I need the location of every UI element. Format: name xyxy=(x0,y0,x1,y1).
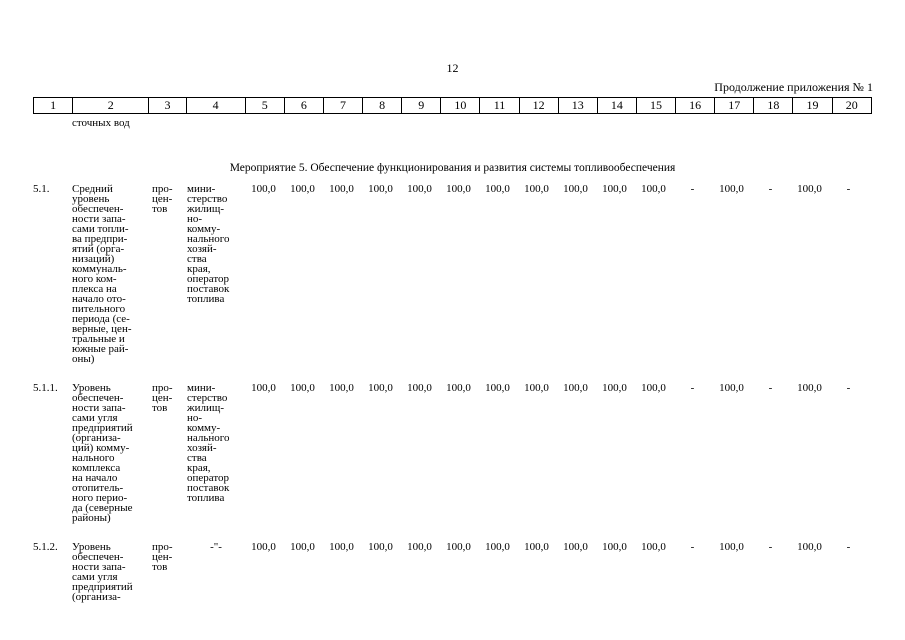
value-cell: 100,0 xyxy=(485,382,510,394)
value-cell: 100,0 xyxy=(329,183,354,195)
value-cell: - xyxy=(846,382,851,394)
header-column-10: 10 xyxy=(441,98,480,114)
value-cell: 100,0 xyxy=(368,382,393,394)
header-column-3: 3 xyxy=(149,98,186,114)
header-column-9: 9 xyxy=(402,98,441,114)
value-cell: 100,0 xyxy=(797,382,822,394)
value-cell: 100,0 xyxy=(329,541,354,553)
header-column-7: 7 xyxy=(323,98,362,114)
value-cell: 100,0 xyxy=(524,183,549,195)
value-cell: 100,0 xyxy=(407,183,432,195)
indicator-name: Средний уровень обеспечен- ности запа- сами топли- ва предпри- ятий (орга- низаций) коммуналь- ного ком- плекса на начало ото- пительного периода (се- верные, цен- тральные и южные рай- оны) xyxy=(72,183,132,365)
row-number: 5.1.1. xyxy=(33,382,58,394)
value-cell: 100,0 xyxy=(485,183,510,195)
section-title: Мероприятие 5. Обеспечение функционирования и развития системы топливообеспечения xyxy=(229,162,676,174)
value-cell: 100,0 xyxy=(563,382,588,394)
header-column-1: 1 xyxy=(34,98,73,114)
value-cell: 100,0 xyxy=(368,183,393,195)
header-column-8: 8 xyxy=(363,98,402,114)
value-cell: 100,0 xyxy=(563,541,588,553)
header-column-5: 5 xyxy=(245,98,284,114)
value-cell: 100,0 xyxy=(407,382,432,394)
column-number-header xyxy=(33,97,872,114)
value-cell: 100,0 xyxy=(641,183,666,195)
row-number: 5.1. xyxy=(33,183,50,195)
value-cell: - xyxy=(690,183,695,195)
header-column-12: 12 xyxy=(519,98,558,114)
value-cell: 100,0 xyxy=(641,541,666,553)
value-cell: 100,0 xyxy=(602,382,627,394)
value-cell: - xyxy=(846,541,851,553)
indicator-name: Уровень обеспечен- ности запа- сами угля предприятий (организа- xyxy=(72,541,133,603)
value-cell: - xyxy=(768,541,773,553)
continuation-label: Продолжение приложения № 1 xyxy=(714,80,873,94)
responsible-executor: мини- стерство жилищ- но- комму- нального хозяй- ства края, оператор поставок топлива xyxy=(187,382,230,504)
row-number: 5.1.2. xyxy=(33,541,58,553)
indicator-name: Уровень обеспечен- ности запа- сами угля предприятий (организа- ций) комму- нального комплекса на начало отопитель- ного перио- да (северные районы) xyxy=(72,382,133,524)
value-cell: - xyxy=(690,541,695,553)
value-cell: 100,0 xyxy=(407,541,432,553)
header-column-20: 20 xyxy=(832,98,871,114)
value-cell: 100,0 xyxy=(719,183,744,195)
value-cell: 100,0 xyxy=(563,183,588,195)
value-cell: 100,0 xyxy=(290,183,315,195)
header-column-11: 11 xyxy=(480,98,519,114)
value-cell: 100,0 xyxy=(524,541,549,553)
value-cell: 100,0 xyxy=(719,382,744,394)
value-cell: 100,0 xyxy=(446,541,471,553)
value-cell: 100,0 xyxy=(251,541,276,553)
value-cell: 100,0 xyxy=(797,183,822,195)
value-cell: 100,0 xyxy=(485,541,510,553)
header-column-15: 15 xyxy=(636,98,675,114)
page-number: 12 xyxy=(446,61,459,75)
value-cell: 100,0 xyxy=(719,541,744,553)
header-column-4: 4 xyxy=(186,98,245,114)
value-cell: - xyxy=(768,382,773,394)
value-cell: - xyxy=(690,382,695,394)
value-cell: 100,0 xyxy=(446,183,471,195)
value-cell: - xyxy=(768,183,773,195)
unit-of-measure: про- цен- тов xyxy=(152,183,173,215)
header-column-14: 14 xyxy=(597,98,636,114)
value-cell: 100,0 xyxy=(446,382,471,394)
value-cell: 100,0 xyxy=(290,382,315,394)
value-cell: 100,0 xyxy=(329,382,354,394)
carryover-text: сточных вод xyxy=(72,117,130,129)
value-cell: 100,0 xyxy=(602,183,627,195)
value-cell: 100,0 xyxy=(368,541,393,553)
header-column-2: 2 xyxy=(73,98,149,114)
value-cell: 100,0 xyxy=(524,382,549,394)
value-cell: 100,0 xyxy=(251,183,276,195)
header-column-6: 6 xyxy=(284,98,323,114)
header-column-13: 13 xyxy=(558,98,597,114)
unit-of-measure: про- цен- тов xyxy=(152,382,173,414)
header-column-18: 18 xyxy=(754,98,793,114)
header-column-19: 19 xyxy=(793,98,832,114)
value-cell: 100,0 xyxy=(602,541,627,553)
value-cell: - xyxy=(846,183,851,195)
responsible-executor: -"- xyxy=(210,541,222,553)
unit-of-measure: про- цен- тов xyxy=(152,541,173,573)
value-cell: 100,0 xyxy=(797,541,822,553)
responsible-executor: мини- стерство жилищ- но- комму- нального хозяй- ства края, оператор поставок топлива xyxy=(187,183,230,305)
value-cell: 100,0 xyxy=(290,541,315,553)
value-cell: 100,0 xyxy=(251,382,276,394)
header-column-17: 17 xyxy=(715,98,754,114)
value-cell: 100,0 xyxy=(641,382,666,394)
header-column-16: 16 xyxy=(676,98,715,114)
